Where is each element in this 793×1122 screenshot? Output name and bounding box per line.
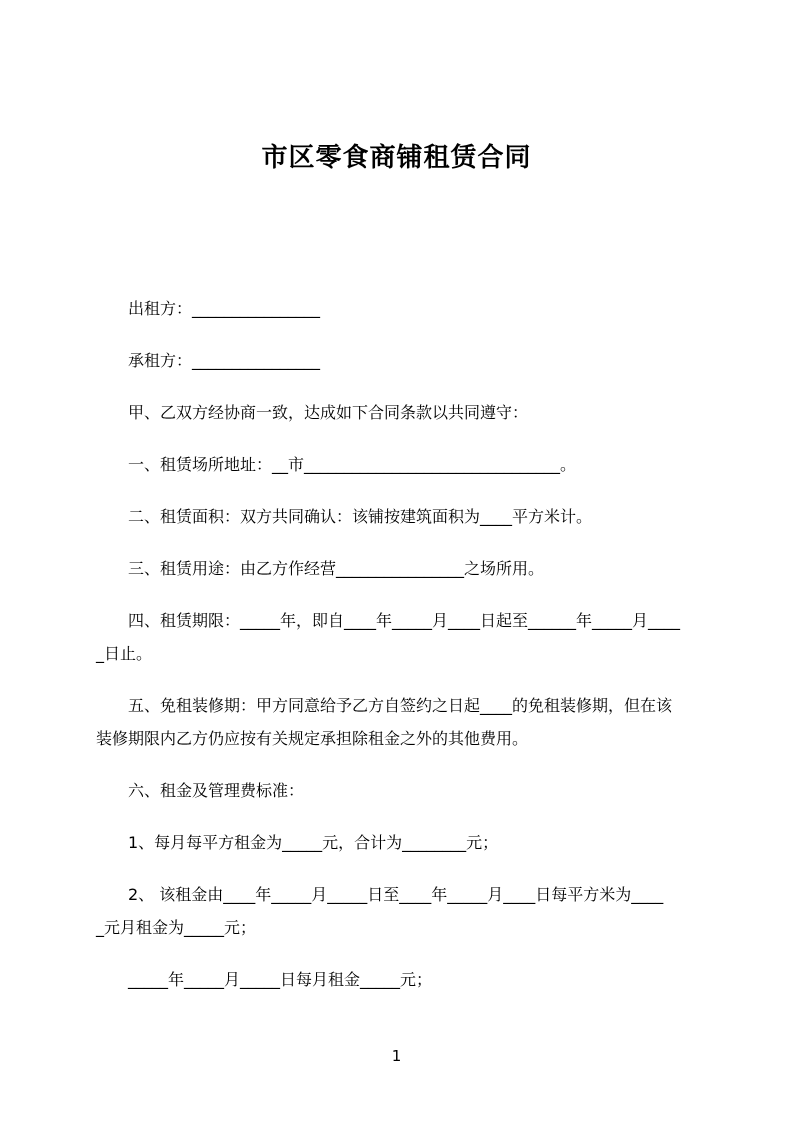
document-content: [0, 140, 793, 996]
text-line: _元月租金为_____元；: [96, 918, 257, 937]
text-line: 甲、乙双方经协商一致，达成如下合同条款以共同遵守：: [128, 403, 529, 422]
contract-paragraph: [96, 774, 697, 807]
contract-paragraph: [96, 292, 697, 325]
contract-paragraph: [96, 344, 697, 377]
text-line: _日止。: [96, 644, 153, 663]
text-line: 出租方：________________: [128, 299, 321, 318]
text-line: 一、租赁场所地址：__市________________________________。: [128, 455, 577, 474]
text-line: 四、租赁期限：_____年，即自____年_____月____日起至______年_____月____: [128, 611, 681, 630]
contract-paragraph: [96, 604, 697, 670]
contract-paragraph: [96, 396, 697, 429]
text-line: _____年_____月_____日每月租金_____元；: [128, 970, 433, 989]
contract-paragraph: [96, 689, 697, 755]
contract-paragraph: [96, 878, 697, 944]
contract-paragraph: [96, 500, 697, 533]
text-line: 五、免租装修期：甲方同意给予乙方自签约之日起____的免租装修期，但在该: [128, 696, 673, 715]
page-number: 1: [391, 1047, 402, 1065]
text-line: 装修期限内乙方仍应按有关规定承担除租金之外的其他费用。: [96, 729, 529, 748]
contract-paragraph: [96, 963, 697, 996]
text-line: 三、租赁用途：由乙方作经营________________之场所用。: [128, 559, 545, 578]
contract-paragraph: [96, 552, 697, 585]
contract-paragraph: [96, 448, 697, 481]
text-line: 承租方：________________: [128, 351, 321, 370]
text-line: 二、租赁面积：双方共同确认：该铺按建筑面积为____平方米计。: [128, 507, 593, 526]
document-title: 市区零食商铺租赁合同: [261, 143, 532, 173]
text-line: 2、 该租金由____年_____月_____日至____年_____月____日每平方米为____: [128, 885, 664, 904]
contract-paragraph: [96, 826, 697, 859]
text-line: 六、租金及管理费标准：: [128, 781, 305, 800]
text-line: 1、每月每平方租金为_____元，合计为________元；: [128, 833, 499, 852]
contract-body: [96, 292, 697, 996]
